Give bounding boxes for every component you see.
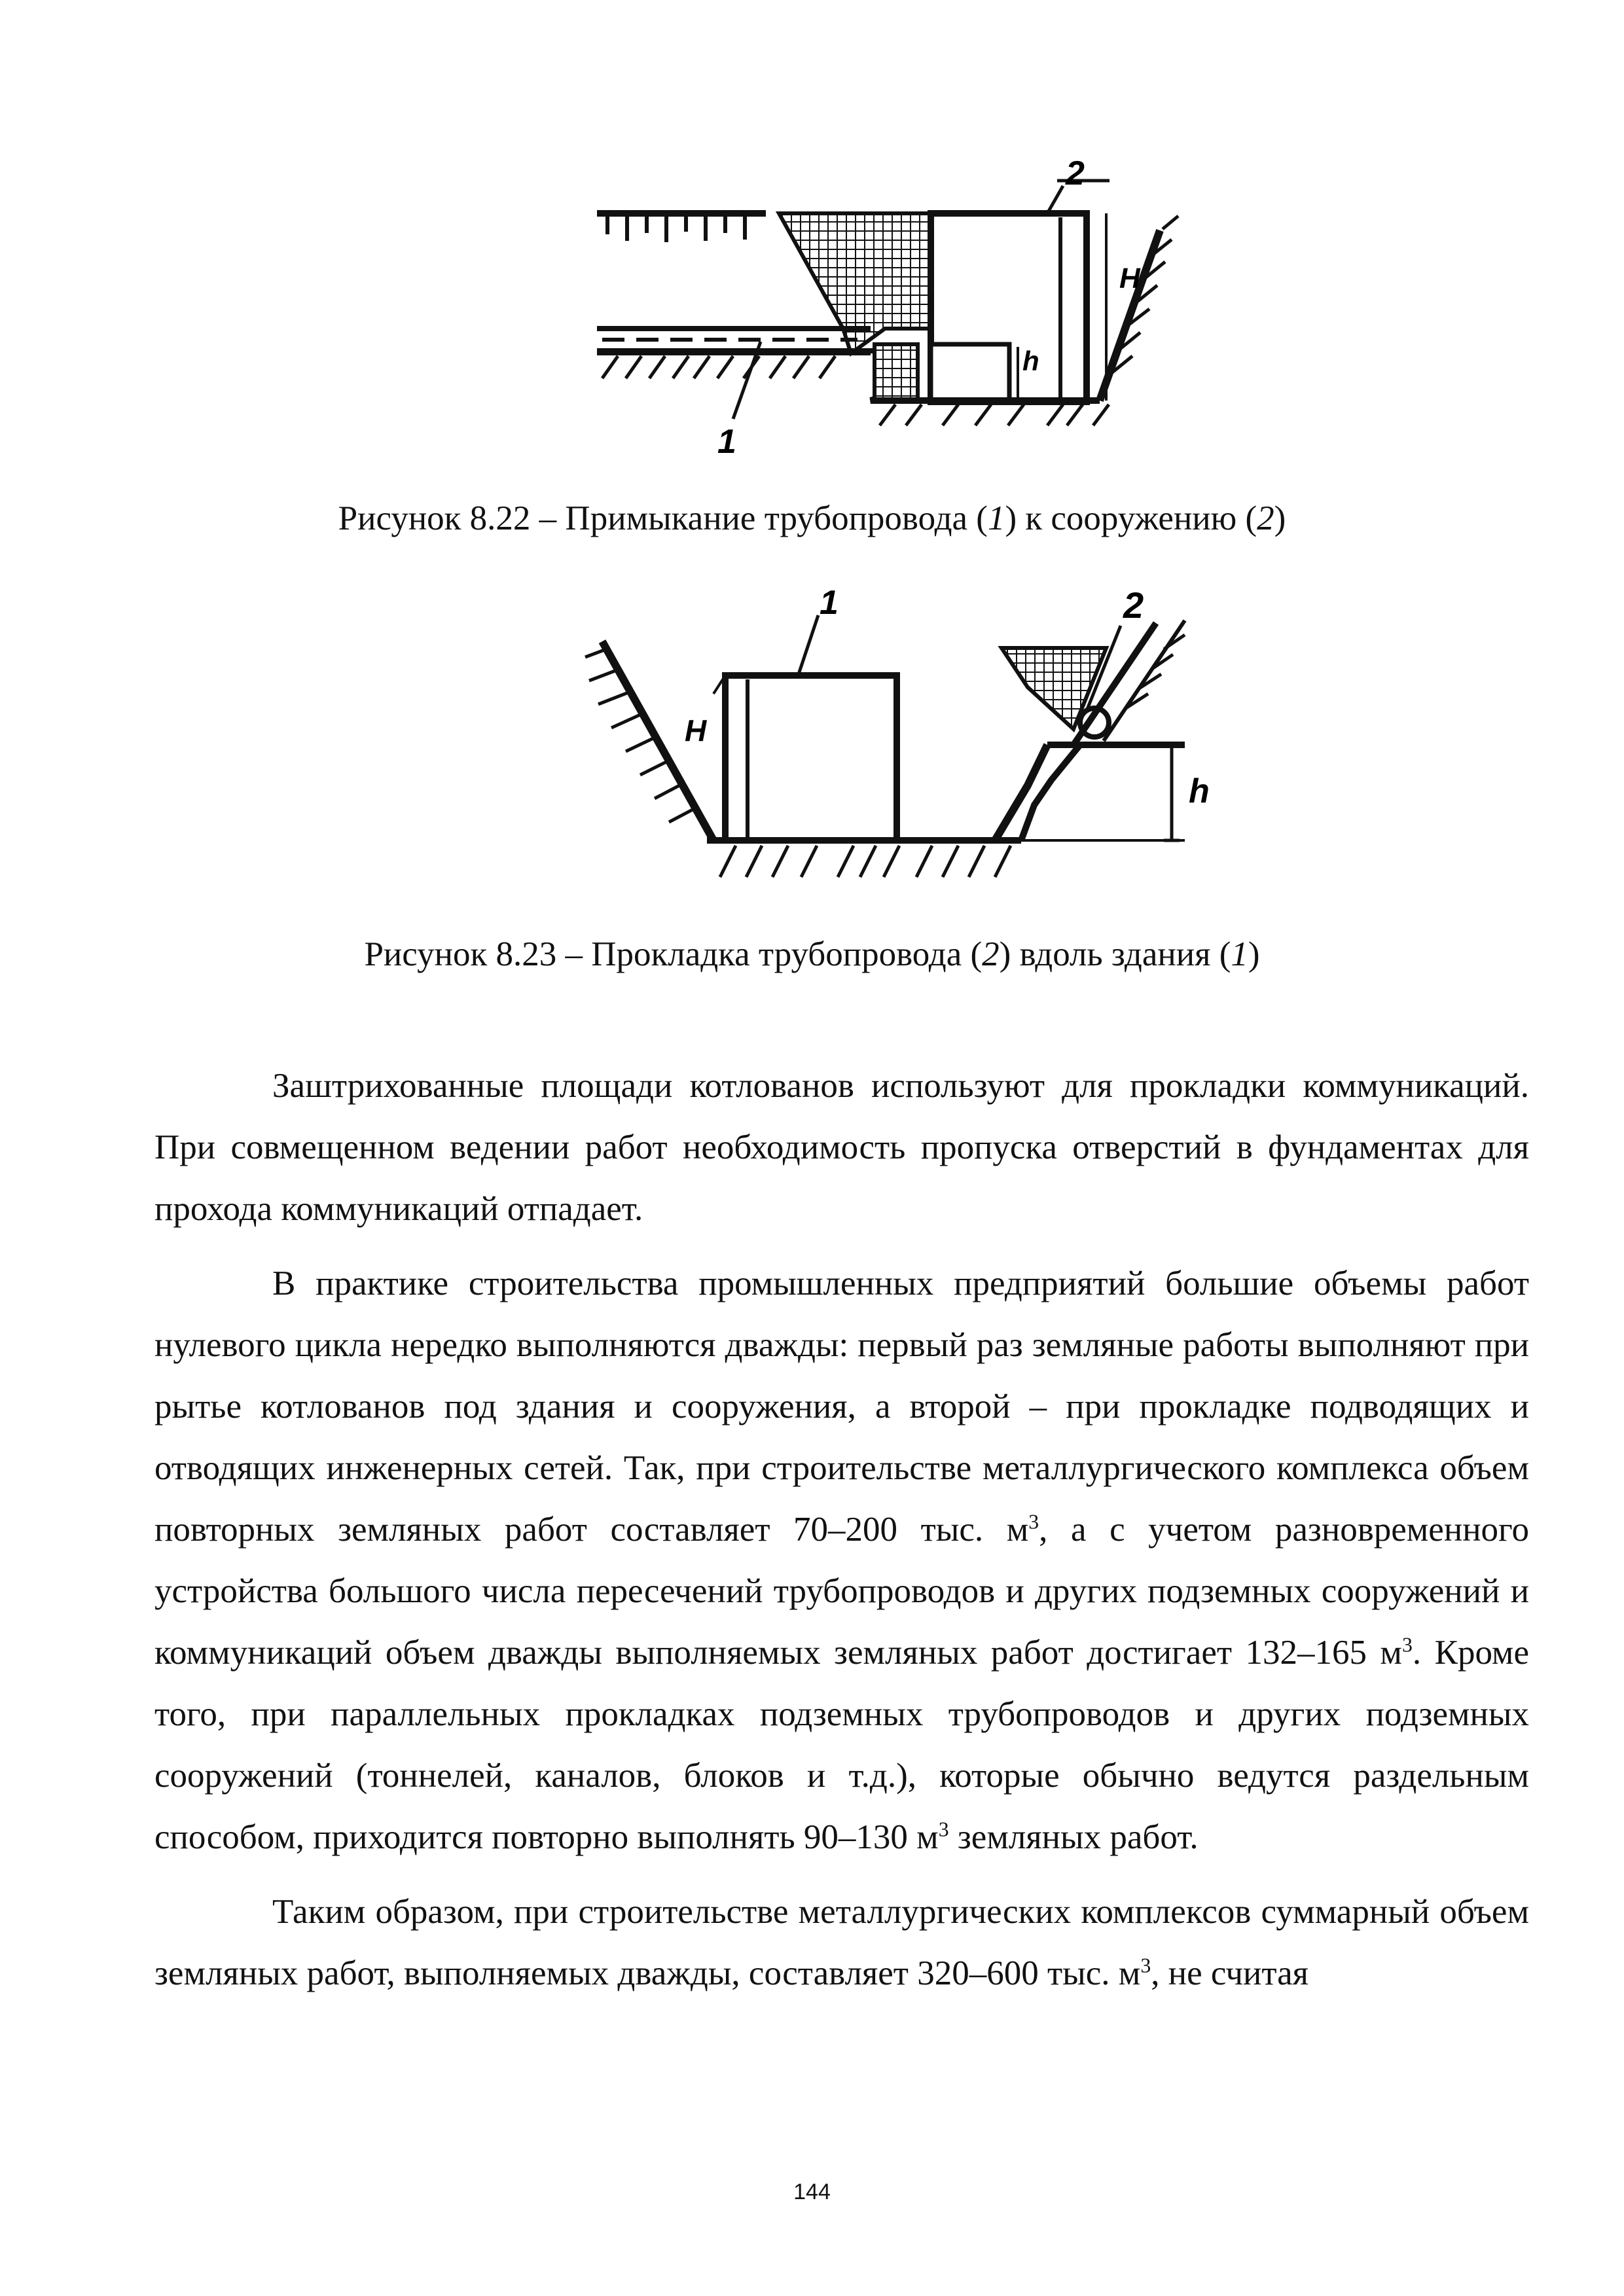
paragraph	[154, 1881, 1529, 2004]
label-height-big: H	[1119, 262, 1140, 295]
figure-8-23-drawing	[576, 589, 1257, 890]
caption-text: ) к сооружению (	[1005, 499, 1257, 537]
figure-8-22-caption	[0, 495, 1624, 541]
label-pipe: 2	[1123, 589, 1144, 626]
label-pipe: 1	[717, 423, 736, 461]
body-text	[154, 1055, 1529, 2017]
paragraph: Заштрихованные площади котлованов используют для прокладки коммуникаций. При совмещенном ведении работ необходимость пропуска отверстий в фундаментах для прохода коммуникаций отпадает.	[154, 1067, 1529, 1228]
paragraph-text: земляных работ.	[948, 1818, 1199, 1856]
paragraph-text: В практике строительства промышленных предприятий большие объемы работ нулевого цикла нередко выполняются дважды: первый раз земляные работы выполняют при рытье котлованов под здания и сооружения, а второй – при прокладке подводящих и отводящих инженерных сетей. Так, при строительстве металлургического комплекса объем повторных земляных работ составляет 70–200 тыс. м	[154, 1265, 1529, 1549]
caption-text: )	[1274, 499, 1286, 537]
caption-ref: 1	[1231, 935, 1248, 973]
caption-text: )	[1248, 935, 1260, 973]
paragraph-text: . Кроме того, при параллельных прокладках подземных трубопроводов и других подземных сооружений (тоннелей, каналов, блоков и т.д.), которые обычно ведутся раздельным способом, приходится повторно выполнять 90–130 м	[154, 1634, 1529, 1856]
superscript: 3	[1401, 1633, 1413, 1657]
caption-ref: 2	[982, 935, 1000, 973]
label-structure: 2	[1066, 157, 1085, 192]
figure-8-22	[589, 157, 1296, 465]
label-height-small: h	[1189, 772, 1210, 810]
caption-ref: 1	[987, 499, 1005, 537]
label-building: 1	[820, 589, 839, 622]
figure-8-23-caption	[0, 931, 1624, 977]
superscript: 3	[938, 1818, 949, 1841]
paragraph	[154, 1253, 1529, 1868]
paragraph-text: , не считая	[1151, 1954, 1309, 1992]
label-height-big: H	[685, 713, 707, 747]
caption-text: Рисунок 8.22 – Примыкание трубопровода (	[338, 499, 988, 537]
superscript: 3	[1028, 1510, 1039, 1534]
caption-ref: 2	[1257, 499, 1274, 537]
caption-text: ) вдоль здания (	[999, 935, 1231, 973]
page-number: 144	[793, 2179, 831, 2204]
paragraph-text: Таким образом, при строительстве металлургических комплексов суммарный объем земляных работ, выполняемых дважды, составляет 320–600 тыс. м	[154, 1893, 1529, 1992]
paragraph-text: , а с учетом разновременного устройства большого числа пересечений трубопроводов и других подземных сооружений и коммуникаций объем дважды выполняемых земляных работ достигает 132–165 м	[154, 1511, 1529, 1672]
label-height-small: h	[1022, 346, 1039, 376]
figure-8-23	[576, 589, 1257, 890]
caption-text: Рисунок 8.23 – Прокладка трубопровода (	[364, 935, 983, 973]
figure-8-22-drawing	[589, 157, 1296, 465]
superscript: 3	[1140, 1954, 1151, 1977]
